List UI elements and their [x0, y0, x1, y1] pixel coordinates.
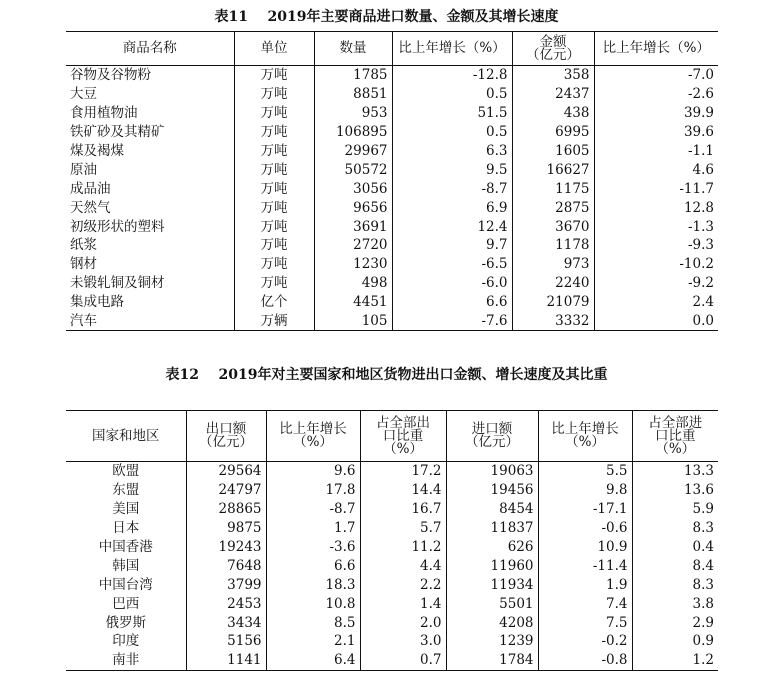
table-cell: 21079 — [512, 293, 594, 312]
table-cell: 16.7 — [360, 500, 446, 519]
table-cell: 16627 — [512, 160, 594, 179]
table-cell: 铁矿砂及其精矿 — [70, 124, 165, 141]
table-cell: 0.5 — [392, 123, 512, 142]
table-cell: -3.6 — [266, 538, 360, 557]
table-cell: 6.6 — [392, 293, 512, 312]
table-cell: 6.9 — [392, 198, 512, 217]
table-cell: 2240 — [512, 274, 594, 293]
table-cell: 俄罗斯 — [105, 614, 146, 631]
table-header-row — [66, 411, 718, 462]
table-cell: -0.8 — [538, 651, 632, 670]
region-row — [66, 575, 718, 594]
table-cell: 中国台湾 — [98, 576, 153, 593]
table-cell: 万吨 — [234, 179, 314, 198]
table-cell: 1605 — [512, 142, 594, 161]
table-cell: 食用植物油 — [70, 105, 138, 122]
header-amount: 金额 （亿元） — [512, 32, 594, 66]
table-cell: 14.4 — [360, 481, 446, 500]
table-cell: 39.6 — [594, 123, 718, 142]
table-cell: 8.5 — [266, 613, 360, 632]
commodity-row — [66, 104, 718, 123]
table-cell: 2.2 — [360, 575, 446, 594]
table-cell: 大豆 — [70, 86, 97, 103]
table-cell: 1239 — [446, 632, 538, 651]
table-cell: 1141 — [186, 651, 266, 670]
table-cell: 17.8 — [266, 481, 360, 500]
table-cell: 18.3 — [266, 575, 360, 594]
table-cell: 438 — [512, 104, 594, 123]
table-cell: -0.2 — [538, 632, 632, 651]
table-cell: 12.4 — [392, 217, 512, 236]
region-row — [66, 538, 718, 557]
table-cell: 万吨 — [234, 104, 314, 123]
commodity-row — [66, 123, 718, 142]
commodity-row — [66, 85, 718, 104]
table-cell: 953 — [314, 104, 392, 123]
table-cell: 1178 — [512, 236, 594, 255]
table-cell: 万吨 — [234, 123, 314, 142]
table-cell: 9656 — [314, 198, 392, 217]
header-unit: 单位 — [234, 32, 314, 66]
table-cell: 12.8 — [594, 198, 718, 217]
table-cell: 105 — [314, 312, 392, 331]
table-cell: 0.9 — [632, 632, 718, 651]
header-quantity-growth: 比上年增长（%） — [392, 32, 512, 66]
table-cell: 美国 — [112, 501, 140, 518]
region-row — [66, 594, 718, 613]
table-cell: 11960 — [446, 556, 538, 575]
table-cell: 万吨 — [234, 274, 314, 293]
table-cell: 24797 — [186, 481, 266, 500]
table-header-row — [66, 32, 718, 66]
table-cell: -1.1 — [594, 142, 718, 161]
table-cell: 29967 — [314, 142, 392, 161]
table-cell: 万辆 — [234, 312, 314, 331]
table-cell: 欧盟 — [112, 463, 140, 480]
header-export-growth: 比上年增长 （%） — [266, 411, 360, 462]
commodity-row — [66, 274, 718, 293]
table-cell: 8.3 — [632, 575, 718, 594]
region-row — [66, 462, 718, 481]
table-cell: 万吨 — [234, 217, 314, 236]
table-cell: 南非 — [112, 652, 140, 669]
header-import: 进口额 （亿元） — [446, 411, 538, 462]
table-cell: 0.7 — [360, 651, 446, 670]
commodity-row — [66, 236, 718, 255]
commodity-row — [66, 66, 718, 85]
table-cell: 11934 — [446, 575, 538, 594]
table-cell: 19456 — [446, 481, 538, 500]
table-cell: 6995 — [512, 123, 594, 142]
table-cell: -10.2 — [594, 255, 718, 274]
table-cell: 9.5 — [392, 160, 512, 179]
table-cell: 11837 — [446, 519, 538, 538]
table-cell: 9875 — [186, 519, 266, 538]
table-cell: -1.3 — [594, 217, 718, 236]
header-amount-growth: 比上年增长（%） — [594, 32, 718, 66]
table-cell: 3.8 — [632, 594, 718, 613]
table-cell: 13.3 — [632, 462, 718, 481]
table-cell: 7.5 — [538, 613, 632, 632]
table-cell: 4.4 — [360, 556, 446, 575]
table-cell: -11.7 — [594, 179, 718, 198]
commodity-row — [66, 217, 718, 236]
table-cell: 19063 — [446, 462, 538, 481]
table-12-caption: 表12 2019年对主要国家和地区货物进出口金额、增长速度及其比重 — [165, 367, 608, 383]
table-cell: 3.0 — [360, 632, 446, 651]
table-cell: 498 — [314, 274, 392, 293]
table-cell: 9.7 — [392, 236, 512, 255]
header-export: 出口额 （亿元） — [186, 411, 266, 462]
table-cell: 成品油 — [70, 180, 111, 197]
table-cell: 9.6 — [266, 462, 360, 481]
commodity-row — [66, 293, 718, 312]
region-row — [66, 500, 718, 519]
commodity-row — [66, 312, 718, 331]
table-cell: 天然气 — [70, 199, 111, 216]
commodity-row — [66, 142, 718, 161]
table-cell: -17.1 — [538, 500, 632, 519]
table-cell: 1.2 — [632, 651, 718, 670]
table-cell: 0.5 — [392, 85, 512, 104]
table-cell: 亿个 — [234, 293, 314, 312]
table-cell: 3434 — [186, 613, 266, 632]
table-cell: 106895 — [314, 123, 392, 142]
table-cell: -7.0 — [594, 66, 718, 85]
table-cell: 5156 — [186, 632, 266, 651]
trade-partners-table — [66, 410, 718, 671]
table-cell: 51.5 — [392, 104, 512, 123]
table-cell: 4208 — [446, 613, 538, 632]
table-cell: 煤及褐煤 — [70, 143, 124, 159]
table-cell: 29564 — [186, 462, 266, 481]
table-cell: -9.2 — [594, 274, 718, 293]
table-cell: 17.2 — [360, 462, 446, 481]
table-cell: -11.4 — [538, 556, 632, 575]
table-cell: -8.7 — [392, 179, 512, 198]
table-cell: 1230 — [314, 255, 392, 274]
table-cell: 5.5 — [538, 462, 632, 481]
table-cell: 3691 — [314, 217, 392, 236]
table-cell: -6.0 — [392, 274, 512, 293]
region-row — [66, 519, 718, 538]
table-cell: 6.4 — [266, 651, 360, 670]
table-cell: 11.2 — [360, 538, 446, 557]
table-cell: 万吨 — [234, 142, 314, 161]
table-cell: 626 — [446, 538, 538, 557]
table-cell: 巴西 — [112, 595, 140, 612]
table-cell: 9.8 — [538, 481, 632, 500]
region-row — [66, 556, 718, 575]
table-cell: 汽车 — [70, 313, 97, 330]
table-cell: 19243 — [186, 538, 266, 557]
table-cell: 7648 — [186, 556, 266, 575]
table-cell: 10.8 — [266, 594, 360, 613]
table-cell: 日本 — [112, 520, 140, 537]
table-cell: 0.4 — [632, 538, 718, 557]
table-cell: 973 — [512, 255, 594, 274]
table-cell: 1.9 — [538, 575, 632, 594]
table-cell: 钢材 — [70, 256, 97, 273]
table-cell: 5.7 — [360, 519, 446, 538]
table-cell: 万吨 — [234, 236, 314, 255]
table-cell: 28865 — [186, 500, 266, 519]
commodity-row — [66, 179, 718, 198]
table-cell: 1784 — [446, 651, 538, 670]
table-cell: 万吨 — [234, 160, 314, 179]
commodity-row — [66, 255, 718, 274]
header-commodity: 商品名称 — [122, 40, 177, 56]
table-cell: -2.6 — [594, 85, 718, 104]
table-cell: 万吨 — [234, 66, 314, 85]
table-cell: 1.7 — [266, 519, 360, 538]
table-cell: 3670 — [512, 217, 594, 236]
table-cell: 1785 — [314, 66, 392, 85]
header-quantity: 数量 — [314, 32, 392, 66]
table-cell: 6.3 — [392, 142, 512, 161]
table-cell: 5.9 — [632, 500, 718, 519]
region-row — [66, 613, 718, 632]
table-cell: 10.9 — [538, 538, 632, 557]
table-cell: 8.3 — [632, 519, 718, 538]
table-cell: 未锻轧铜及铜材 — [70, 275, 165, 292]
region-row — [66, 632, 718, 651]
table-cell: 358 — [512, 66, 594, 85]
table-cell: -7.6 — [392, 312, 512, 331]
table-cell: -8.7 — [266, 500, 360, 519]
table-cell: 2875 — [512, 198, 594, 217]
table-cell: -9.3 — [594, 236, 718, 255]
table-cell: 2720 — [314, 236, 392, 255]
table-cell: 4451 — [314, 293, 392, 312]
table-cell: 39.9 — [594, 104, 718, 123]
table-cell: 东盟 — [112, 482, 140, 499]
table-cell: 万吨 — [234, 255, 314, 274]
region-row — [66, 481, 718, 500]
table-cell: 2.9 — [632, 613, 718, 632]
table-cell: 原油 — [70, 161, 97, 178]
table-cell: 1.4 — [360, 594, 446, 613]
commodity-row — [66, 160, 718, 179]
table-cell: 3056 — [314, 179, 392, 198]
table-cell: 2453 — [186, 594, 266, 613]
table-cell: 8851 — [314, 85, 392, 104]
table-cell: 2437 — [512, 85, 594, 104]
table-cell: 1175 — [512, 179, 594, 198]
table-cell: 7.4 — [538, 594, 632, 613]
table-cell: 2.1 — [266, 632, 360, 651]
table-cell: 中国香港 — [98, 539, 153, 555]
header-import-growth: 比上年增长 （%） — [538, 411, 632, 462]
table-cell: 2.0 — [360, 613, 446, 632]
header-export-share: 占全部出 口比重 （%） — [360, 411, 446, 462]
commodity-row — [66, 198, 718, 217]
table-cell: 印度 — [112, 633, 140, 650]
table-cell: -6.5 — [392, 255, 512, 274]
import-commodities-table — [66, 31, 718, 331]
table-cell: 8.4 — [632, 556, 718, 575]
table-cell: 万吨 — [234, 85, 314, 104]
table-cell: 2.4 — [594, 293, 718, 312]
table-cell: 50572 — [314, 160, 392, 179]
table-cell: 谷物及谷物粉 — [70, 67, 151, 84]
table-cell: 5501 — [446, 594, 538, 613]
header-region: 国家和地区 — [92, 427, 160, 444]
table-cell: 纸浆 — [70, 237, 97, 254]
header-import-share: 占全部进 口比重 （%） — [632, 411, 718, 462]
table-cell: 13.6 — [632, 481, 718, 500]
table-cell: 6.6 — [266, 556, 360, 575]
table-cell: 韩国 — [112, 557, 140, 574]
table-cell: 3332 — [512, 312, 594, 331]
table-cell: 初级形状的塑料 — [70, 218, 165, 235]
table-cell: 万吨 — [234, 198, 314, 217]
region-row — [66, 651, 718, 670]
table-cell: 3799 — [186, 575, 266, 594]
table-cell: 8454 — [446, 500, 538, 519]
table-cell: -0.6 — [538, 519, 632, 538]
table-cell: -12.8 — [392, 66, 512, 85]
table-11-caption: 表11 2019年主要商品进口数量、金额及其增长速度 — [214, 9, 559, 25]
table-cell: 0.0 — [594, 312, 718, 331]
table-cell: 集成电路 — [70, 294, 124, 311]
table-cell: 4.6 — [594, 160, 718, 179]
